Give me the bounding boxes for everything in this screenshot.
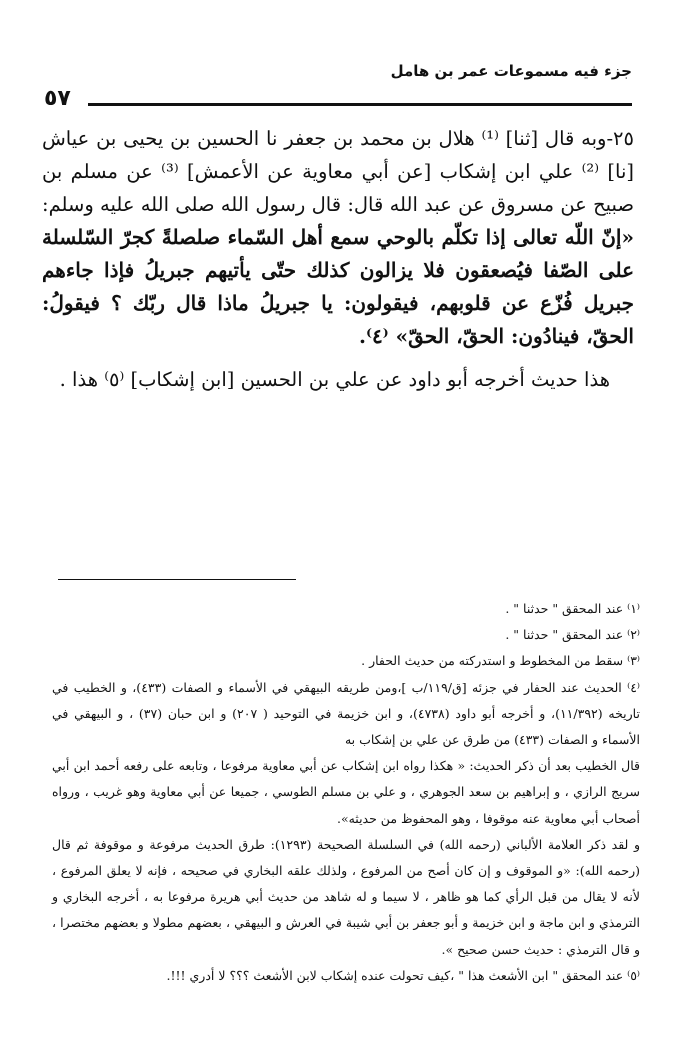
- footnote-4-albani: و لقد ذكر العلامة الألباني (رحمه الله) في السلسلة الصحيحة (١٢٩٣): طرق الحديث مرفوعة و موقوفة ثم قال (رحمه الله): «و الموقوف و إن كان أصح من المرفوع ، ولذلك علقه البخاري في صحيحه ، فإنه لا يعلق المرفوع ، لأنه لا يقال من قبل الرأي كما هو ظاهر ، لا سيما و له شاهد من حديث أبي هريرة مرفوعا به ، أخرجه البخاري و الترمذي و ابن ماجة و ابن خزيمة و أبو جعفر بن أبي شيبة في العرش و البيهقي ، بعضهم مطولا و بعضهم مختصرا ، و قال الترمذي : حديث حسن صحيح ».: [52, 836, 640, 957]
- footnote-5: ⁽٥⁾ عند المحقق " ابن الأشعث هذا " ،كيف تحولت عنده إشكاب لابن الأشعث ؟؟؟ لا أدري !!!.: [166, 967, 640, 983]
- hadith-paragraph: [42, 122, 634, 353]
- footnote-rule: [58, 579, 296, 580]
- footnotes: [52, 596, 640, 989]
- hadith-matn: «إنّ اللّه تعالى إذا تكلّم بالوحي سمع أهل السّماء صلصلةً كجرّ السّلسلة على الصّفا فيُصعقون فلا يزالون كذلك حتّى يأتيهم جبريلُ فإذا جاءهم جبريل فُزّع عن قلوبهم، فيقولون: يا جبريلُ ماذا قال ربّك ؟ فيقولُ: الحقّ، فينادُون: الحقّ، الحقّ» ⁽٤⁾.: [42, 225, 635, 348]
- isnad-text: ٢٥-وبه قال [ثنا] ⁽¹⁾ هلال بن محمد بن جعفر نا الحسين بن يحيى بن عياش [نا] ⁽²⁾ علي ابن إشكاب [عن أبي معاوية عن الأعمش] ⁽³⁾ عن مسلم بن صبيح عن مسروق عن عبد الله قال: قال رسول الله صلى الله عليه وسلم:: [42, 127, 634, 216]
- takhrij-paragraph: هذا حديث أخرجه أبو داود عن علي بن الحسين [ابن إشكاب] ⁽٥⁾ هذا .: [59, 368, 610, 391]
- footnote-2: ⁽٢⁾ عند المحقق " حدثنا " .: [505, 627, 640, 643]
- footnote-4-khatib: قال الخطيب بعد أن ذكر الحديث: « هكذا رواه ابن إشكاب عن أبي معاوية مرفوعا ، وتابعه على رفعه أحمد ابن أبي سريج الرازي ، و إبراهيم بن سعد الجوهري ، و علي بن مسلم الطوسي ، جميعا عن أبي معاوية وهو غريب ، ورواه أصحاب أبي معاوية عنه موقوفا ، وهو المحفوظ من حديثه».: [52, 758, 640, 826]
- main-text: [42, 122, 634, 396]
- running-title: جزء فيه مسموعات عمر بن هامل: [390, 62, 632, 80]
- page-number: ٥٧: [44, 86, 71, 111]
- footnote-1: ⁽١⁾ عند المحقق " حدثنا " .: [505, 601, 640, 616]
- footnote-4: ⁽٤⁾ الحديث عند الحفار في جزئه [ق/١١٩/ب ]،ومن طريقه البيهقي في الأسماء و الصفات (٤٣٣)، و الخطيب في تاريخه (١١/٣٩٢)، و أخرجه أبو داود (٤٧٣٨)، و ابن خزيمة في التوحيد ( ٢٠٧) و ابن حبان (٣٧) ، و البيهقي في الأسماء و الصفات (٤٣٣) من طرق عن علي بن إشكاب به: [52, 679, 640, 748]
- footnote-3: ⁽٣⁾ سقط من المخطوط و استدركته من حديث الحفار .: [361, 653, 640, 669]
- header-rule: [88, 103, 632, 106]
